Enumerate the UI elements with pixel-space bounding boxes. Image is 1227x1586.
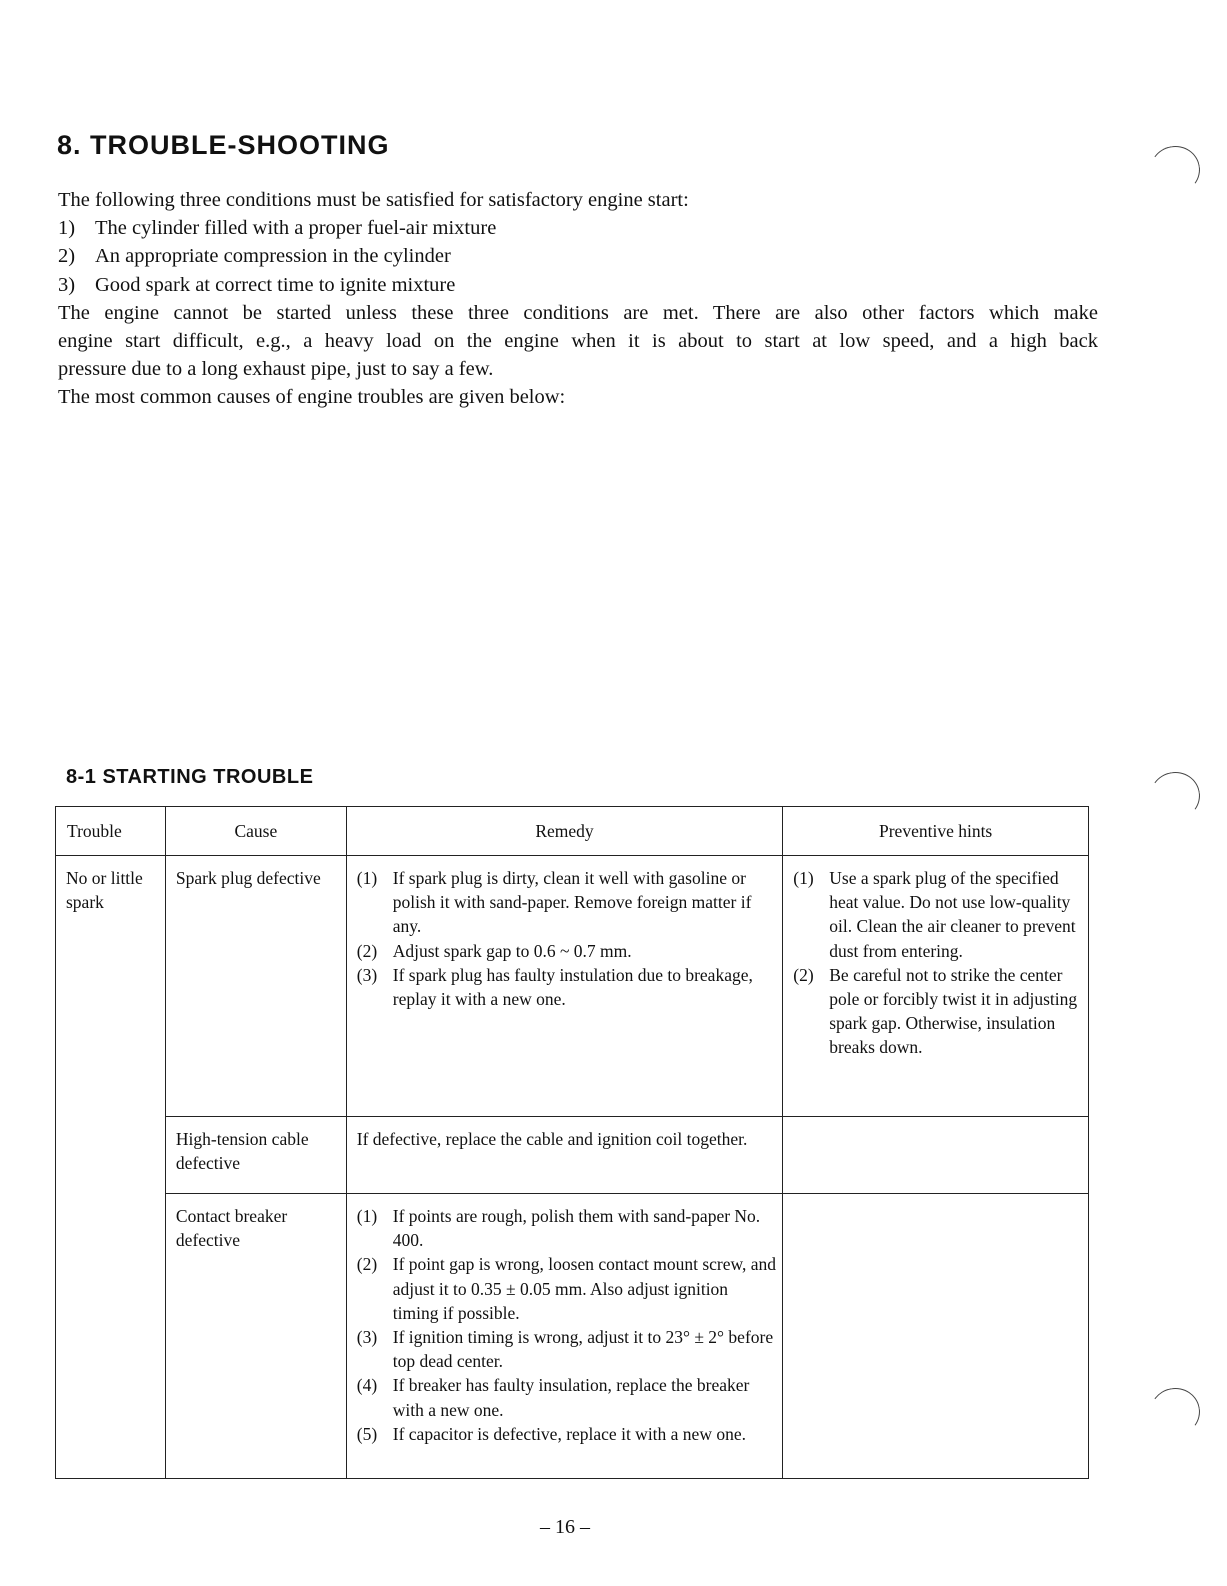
remedy-item xyxy=(357,1252,777,1325)
cause-cell: Contact breaker defective xyxy=(165,1194,346,1479)
cause-cell: Spark plug defective xyxy=(165,856,346,1117)
condition-text: Good spark at correct time to ignite mixture xyxy=(95,273,456,296)
remedy-item xyxy=(357,866,777,939)
item-number: (1) xyxy=(793,868,814,888)
condition-text: The cylinder filled with a proper fuel-air mixture xyxy=(95,217,497,240)
item-text: If breaker has faulty insulation, replace the breaker with a new one. xyxy=(392,1375,750,1420)
section-title: 8. TROUBLE-SHOOTING xyxy=(57,130,390,160)
item-number: (4) xyxy=(356,1375,378,1396)
starting-trouble-table xyxy=(55,806,1089,1479)
hint-item xyxy=(793,963,1082,1060)
subsection-title: 8-1 STARTING TROUBLE xyxy=(66,766,314,788)
remedy-item xyxy=(357,939,777,963)
hints-cell xyxy=(783,1194,1089,1479)
item-text: If ignition timing is wrong, adjust it to 23° ± 2° before top dead center. xyxy=(392,1327,774,1372)
trouble-cell: No or little spark xyxy=(56,856,166,1479)
item-text: If points are rough, polish them with sand-paper No. 400. xyxy=(392,1206,761,1251)
header-trouble: Trouble xyxy=(56,807,166,856)
item-number: (5) xyxy=(356,1423,378,1444)
remedy-cell xyxy=(346,856,783,1117)
binder-hole-mark xyxy=(1146,142,1204,198)
table-header-row xyxy=(56,807,1089,856)
header-remedy: Remedy xyxy=(346,807,783,856)
item-number: (2) xyxy=(356,940,378,961)
item-number: (1) xyxy=(356,1206,378,1226)
condition-number: 1) xyxy=(58,217,76,240)
item-number: (2) xyxy=(793,964,814,985)
binder-hole-mark xyxy=(1146,1384,1204,1440)
remedy-item xyxy=(357,1204,777,1252)
condition-text: An appropriate compression in the cylinder xyxy=(95,245,451,268)
condition-number: 3) xyxy=(58,273,76,296)
remedy-item xyxy=(357,1325,777,1373)
intro-text xyxy=(58,186,1098,412)
remedy-item xyxy=(357,1373,777,1421)
intro-line: The following three conditions must be satisfied for satisfactory engine start: xyxy=(58,189,689,211)
hints-cell xyxy=(783,856,1089,1117)
paragraph-line-3: pressure due to a long exhaust pipe, just to say a few. xyxy=(58,358,494,381)
hint-item xyxy=(793,866,1082,963)
condition-number: 2) xyxy=(58,245,76,268)
remedy-item xyxy=(357,963,777,1011)
item-text: If capacitor is defective, replace it with a new one. xyxy=(392,1423,746,1444)
table-row xyxy=(56,856,1089,1117)
paragraph-line-2: engine start difficult, e.g., a heavy load on the engine when it is about to start at low speed, and a high back xyxy=(58,330,1098,353)
item-number: (2) xyxy=(356,1254,378,1275)
binder-hole-mark xyxy=(1146,768,1204,824)
cause-cell: High-tension cable defective xyxy=(165,1117,346,1194)
item-number: (3) xyxy=(356,964,378,985)
header-preventive-hints: Preventive hints xyxy=(783,807,1089,856)
page-number: – 16 – xyxy=(540,1516,590,1538)
item-number: (3) xyxy=(356,1327,378,1348)
item-text: Use a spark plug of the specified heat value. Do not use low-quality oil. Clean the air cleaner to prevent dust from entering. xyxy=(829,868,1076,961)
paragraph-line-1: The engine cannot be started unless these three conditions are met. There are also other factors which make xyxy=(58,301,1098,324)
item-text: Be careful not to strike the center pole or forcibly twist it in adjusting spark gap. Otherwise, insulation breaks down. xyxy=(829,964,1078,1058)
item-text: If point gap is wrong, loosen contact mount screw, and adjust it to 0.35 ± 0.05 mm. Also adjust ignition timing if possible. xyxy=(392,1254,777,1323)
remedy-cell: If defective, replace the cable and ignition coil together. xyxy=(346,1117,783,1194)
item-text: If spark plug has faulty instulation due to breakage, replay it with a new one. xyxy=(392,964,753,1010)
condition-1 xyxy=(58,214,1098,242)
closing-line: The most common causes of engine troubles are given below: xyxy=(58,386,566,409)
condition-3 xyxy=(58,271,1098,299)
table-row xyxy=(56,1194,1089,1479)
hints-cell xyxy=(783,1117,1089,1194)
header-cause: Cause xyxy=(165,807,346,856)
condition-2 xyxy=(58,242,1098,270)
item-number: (1) xyxy=(356,868,378,888)
item-text: If spark plug is dirty, clean it well with gasoline or polish it with sand-paper. Remove foreign matter if any. xyxy=(392,868,752,937)
table-row xyxy=(56,1117,1089,1194)
item-text: Adjust spark gap to 0.6 ~ 0.7 mm. xyxy=(392,940,632,961)
remedy-item xyxy=(357,1422,777,1446)
remedy-cell xyxy=(346,1194,783,1479)
